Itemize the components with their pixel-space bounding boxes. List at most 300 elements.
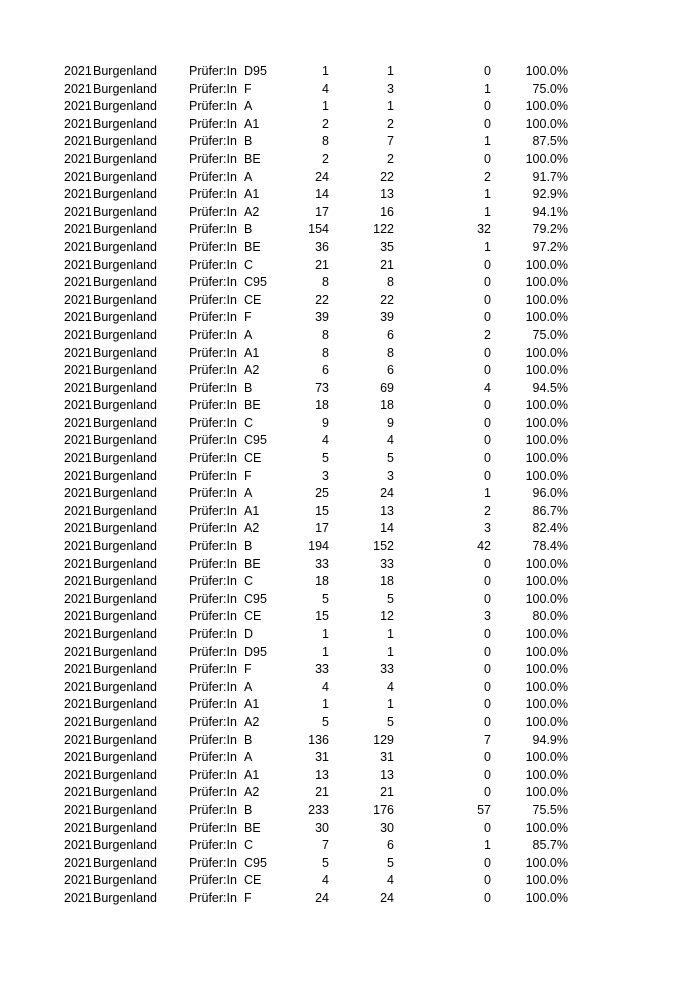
total-count-cell: 8 [322, 275, 329, 290]
table-row [0, 327, 700, 345]
passed-count-cell: 129 [373, 732, 394, 747]
total-count-cell: 30 [315, 820, 329, 835]
passed-count-cell: 24 [380, 890, 394, 905]
pass-rate-cell: 100.0% [525, 890, 568, 905]
pass-rate-cell: 92.9% [532, 187, 568, 202]
pass-rate-cell: 100.0% [525, 292, 568, 307]
table-row [0, 221, 700, 239]
failed-count-cell: 3 [484, 521, 491, 536]
role-cell: Prüfer:In [189, 310, 237, 325]
failed-count-cell: 0 [484, 275, 491, 290]
license-class-cell: A1 [244, 767, 260, 782]
region-cell: Burgenland [93, 81, 157, 96]
passed-count-cell: 6 [387, 327, 394, 342]
role-cell: Prüfer:In [189, 451, 237, 466]
pass-rate-cell: 100.0% [525, 644, 568, 659]
total-count-cell: 1 [322, 697, 329, 712]
license-class-cell: A2 [244, 785, 260, 800]
pass-rate-cell: 85.7% [532, 838, 568, 853]
year-cell: 2021 [64, 838, 92, 853]
passed-count-cell: 4 [387, 679, 394, 694]
failed-count-cell: 0 [484, 644, 491, 659]
passed-count-cell: 12 [380, 609, 394, 624]
year-cell: 2021 [64, 275, 92, 290]
license-class-cell: BE [244, 556, 261, 571]
failed-count-cell: 0 [484, 662, 491, 677]
pass-rate-cell: 80.0% [532, 609, 568, 624]
failed-count-cell: 0 [484, 627, 491, 641]
total-count-cell: 13 [315, 767, 329, 782]
year-cell: 2021 [64, 327, 92, 342]
total-count-cell: 1 [322, 627, 329, 641]
role-cell: Prüfer:In [189, 838, 237, 853]
role-cell: Prüfer:In [189, 714, 237, 729]
total-count-cell: 31 [315, 750, 329, 765]
year-cell: 2021 [64, 750, 92, 765]
total-count-cell: 24 [315, 890, 329, 905]
failed-count-cell: 1 [484, 204, 491, 219]
pass-rate-cell: 100.0% [525, 257, 568, 272]
passed-count-cell: 39 [380, 310, 394, 325]
failed-count-cell: 0 [484, 574, 491, 589]
total-count-cell: 14 [315, 187, 329, 202]
failed-count-cell: 1 [484, 486, 491, 501]
year-cell: 2021 [64, 380, 92, 395]
pass-rate-cell: 100.0% [525, 363, 568, 378]
license-class-cell: A2 [244, 363, 260, 378]
total-count-cell: 21 [315, 257, 329, 272]
table-row [0, 767, 700, 785]
year-cell: 2021 [64, 64, 92, 78]
region-cell: Burgenland [93, 679, 157, 694]
year-cell: 2021 [64, 486, 92, 501]
passed-count-cell: 152 [373, 539, 394, 554]
role-cell: Prüfer:In [189, 292, 237, 307]
region-cell: Burgenland [93, 222, 157, 237]
role-cell: Prüfer:In [189, 99, 237, 114]
pass-rate-cell: 100.0% [525, 750, 568, 765]
license-class-cell: A [244, 679, 253, 694]
passed-count-cell: 33 [380, 662, 394, 677]
table-row [0, 485, 700, 503]
total-count-cell: 17 [315, 521, 329, 536]
passed-count-cell: 8 [387, 275, 394, 290]
pass-rate-cell: 100.0% [525, 679, 568, 694]
pass-rate-cell: 100.0% [525, 714, 568, 729]
failed-count-cell: 0 [484, 292, 491, 307]
license-class-cell: BE [244, 151, 261, 166]
region-cell: Burgenland [93, 838, 157, 853]
pass-rate-cell: 100.0% [525, 64, 568, 78]
table-row [0, 274, 700, 292]
role-cell: Prüfer:In [189, 767, 237, 782]
pass-rate-cell: 75.0% [532, 327, 568, 342]
year-cell: 2021 [64, 134, 92, 149]
total-count-cell: 1 [322, 644, 329, 659]
region-cell: Burgenland [93, 310, 157, 325]
failed-count-cell: 57 [477, 802, 491, 817]
table-row [0, 802, 700, 820]
passed-count-cell: 22 [380, 169, 394, 184]
year-cell: 2021 [64, 204, 92, 219]
year-cell: 2021 [64, 644, 92, 659]
passed-count-cell: 18 [380, 398, 394, 413]
failed-count-cell: 0 [484, 855, 491, 870]
license-class-cell: CE [244, 609, 262, 624]
license-class-cell: A [244, 169, 253, 184]
pass-rate-cell: 79.2% [532, 222, 568, 237]
region-cell: Burgenland [93, 398, 157, 413]
failed-count-cell: 2 [484, 327, 491, 342]
pass-rate-cell: 97.2% [532, 239, 568, 254]
table-row [0, 872, 700, 890]
total-count-cell: 15 [315, 609, 329, 624]
passed-count-cell: 5 [387, 714, 394, 729]
total-count-cell: 136 [308, 732, 329, 747]
pass-rate-cell: 100.0% [525, 433, 568, 448]
role-cell: Prüfer:In [189, 609, 237, 624]
total-count-cell: 1 [322, 64, 329, 78]
year-cell: 2021 [64, 873, 92, 888]
passed-count-cell: 16 [380, 204, 394, 219]
license-class-cell: B [244, 380, 253, 395]
total-count-cell: 4 [322, 81, 329, 96]
failed-count-cell: 0 [484, 116, 491, 131]
license-class-cell: A [244, 750, 253, 765]
role-cell: Prüfer:In [189, 644, 237, 659]
pass-rate-cell: 94.9% [532, 732, 568, 747]
license-class-cell: BE [244, 239, 261, 254]
region-cell: Burgenland [93, 327, 157, 342]
failed-count-cell: 1 [484, 134, 491, 149]
year-cell: 2021 [64, 539, 92, 554]
role-cell: Prüfer:In [189, 116, 237, 131]
year-cell: 2021 [64, 345, 92, 360]
passed-count-cell: 9 [387, 415, 394, 430]
failed-count-cell: 7 [484, 732, 491, 747]
license-class-cell: F [244, 468, 252, 483]
passed-count-cell: 13 [380, 767, 394, 782]
license-class-cell: A [244, 327, 253, 342]
region-cell: Burgenland [93, 257, 157, 272]
pass-rate-cell: 100.0% [525, 873, 568, 888]
region-cell: Burgenland [93, 732, 157, 747]
passed-count-cell: 22 [380, 292, 394, 307]
total-count-cell: 3 [322, 468, 329, 483]
failed-count-cell: 4 [484, 380, 491, 395]
table-row [0, 63, 700, 81]
region-cell: Burgenland [93, 521, 157, 536]
table-row [0, 661, 700, 679]
region-cell: Burgenland [93, 363, 157, 378]
passed-count-cell: 6 [387, 363, 394, 378]
table-row [0, 292, 700, 310]
total-count-cell: 73 [315, 380, 329, 395]
failed-count-cell: 0 [484, 591, 491, 606]
pass-rate-cell: 100.0% [525, 820, 568, 835]
role-cell: Prüfer:In [189, 187, 237, 202]
license-class-cell: F [244, 81, 252, 96]
year-cell: 2021 [64, 151, 92, 166]
passed-count-cell: 21 [380, 257, 394, 272]
pass-rate-cell: 100.0% [525, 310, 568, 325]
license-class-cell: CE [244, 292, 262, 307]
total-count-cell: 5 [322, 451, 329, 466]
passed-count-cell: 13 [380, 503, 394, 518]
license-class-cell: F [244, 662, 252, 677]
table-row [0, 98, 700, 116]
table-row [0, 81, 700, 99]
role-cell: Prüfer:In [189, 151, 237, 166]
pass-rate-cell: 75.5% [532, 802, 568, 817]
region-cell: Burgenland [93, 134, 157, 149]
total-count-cell: 36 [315, 239, 329, 254]
year-cell: 2021 [64, 785, 92, 800]
failed-count-cell: 0 [484, 151, 491, 166]
region-cell: Burgenland [93, 750, 157, 765]
region-cell: Burgenland [93, 380, 157, 395]
failed-count-cell: 0 [484, 433, 491, 448]
region-cell: Burgenland [93, 275, 157, 290]
region-cell: Burgenland [93, 574, 157, 589]
pass-rate-cell: 94.5% [532, 380, 568, 395]
role-cell: Prüfer:In [189, 433, 237, 448]
table-row [0, 151, 700, 169]
total-count-cell: 9 [322, 415, 329, 430]
year-cell: 2021 [64, 415, 92, 430]
table-row [0, 415, 700, 433]
year-cell: 2021 [64, 697, 92, 712]
pass-rate-cell: 82.4% [532, 521, 568, 536]
total-count-cell: 33 [315, 556, 329, 571]
passed-count-cell: 4 [387, 873, 394, 888]
total-count-cell: 17 [315, 204, 329, 219]
passed-count-cell: 1 [387, 627, 394, 641]
license-class-cell: A [244, 486, 253, 501]
total-count-cell: 2 [322, 116, 329, 131]
role-cell: Prüfer:In [189, 503, 237, 518]
pass-rate-cell: 91.7% [532, 169, 568, 184]
pass-rate-cell: 100.0% [525, 398, 568, 413]
license-class-cell: F [244, 890, 252, 905]
role-cell: Prüfer:In [189, 64, 237, 78]
total-count-cell: 5 [322, 591, 329, 606]
total-count-cell: 6 [322, 363, 329, 378]
role-cell: Prüfer:In [189, 627, 237, 641]
passed-count-cell: 5 [387, 855, 394, 870]
region-cell: Burgenland [93, 644, 157, 659]
table-row [0, 714, 700, 732]
region-cell: Burgenland [93, 802, 157, 817]
failed-count-cell: 1 [484, 239, 491, 254]
failed-count-cell: 0 [484, 451, 491, 466]
role-cell: Prüfer:In [189, 521, 237, 536]
year-cell: 2021 [64, 662, 92, 677]
license-class-cell: A1 [244, 116, 260, 131]
pass-rate-cell: 100.0% [525, 767, 568, 782]
year-cell: 2021 [64, 99, 92, 114]
role-cell: Prüfer:In [189, 574, 237, 589]
total-count-cell: 7 [322, 838, 329, 853]
failed-count-cell: 1 [484, 187, 491, 202]
role-cell: Prüfer:In [189, 275, 237, 290]
year-cell: 2021 [64, 767, 92, 782]
license-class-cell: A1 [244, 503, 260, 518]
table-row [0, 608, 700, 626]
table-row [0, 116, 700, 134]
region-cell: Burgenland [93, 627, 157, 641]
table-row [0, 784, 700, 802]
role-cell: Prüfer:In [189, 398, 237, 413]
pass-rate-cell: 100.0% [525, 785, 568, 800]
table-row [0, 380, 700, 398]
failed-count-cell: 0 [484, 697, 491, 712]
region-cell: Burgenland [93, 204, 157, 219]
role-cell: Prüfer:In [189, 204, 237, 219]
role-cell: Prüfer:In [189, 591, 237, 606]
role-cell: Prüfer:In [189, 820, 237, 835]
region-cell: Burgenland [93, 468, 157, 483]
role-cell: Prüfer:In [189, 732, 237, 747]
passed-count-cell: 1 [387, 697, 394, 712]
total-count-cell: 4 [322, 873, 329, 888]
failed-count-cell: 0 [484, 468, 491, 483]
total-count-cell: 25 [315, 486, 329, 501]
year-cell: 2021 [64, 222, 92, 237]
pass-rate-cell: 100.0% [525, 855, 568, 870]
license-class-cell: B [244, 732, 253, 747]
pass-rate-cell: 100.0% [525, 345, 568, 360]
year-cell: 2021 [64, 433, 92, 448]
license-class-cell: B [244, 539, 253, 554]
passed-count-cell: 4 [387, 433, 394, 448]
passed-count-cell: 18 [380, 574, 394, 589]
table-row [0, 257, 700, 275]
total-count-cell: 24 [315, 169, 329, 184]
failed-count-cell: 0 [484, 415, 491, 430]
year-cell: 2021 [64, 451, 92, 466]
table-row [0, 890, 700, 908]
role-cell: Prüfer:In [189, 327, 237, 342]
pass-rate-cell: 100.0% [525, 151, 568, 166]
passed-count-cell: 1 [387, 99, 394, 114]
total-count-cell: 4 [322, 679, 329, 694]
pass-rate-cell: 96.0% [532, 486, 568, 501]
year-cell: 2021 [64, 820, 92, 835]
role-cell: Prüfer:In [189, 257, 237, 272]
failed-count-cell: 0 [484, 767, 491, 782]
table-row [0, 696, 700, 714]
region-cell: Burgenland [93, 697, 157, 712]
license-class-cell: C95 [244, 275, 267, 290]
pass-rate-cell: 78.4% [532, 539, 568, 554]
passed-count-cell: 122 [373, 222, 394, 237]
table-row [0, 204, 700, 222]
total-count-cell: 8 [322, 327, 329, 342]
failed-count-cell: 0 [484, 257, 491, 272]
passed-count-cell: 35 [380, 239, 394, 254]
year-cell: 2021 [64, 609, 92, 624]
total-count-cell: 5 [322, 714, 329, 729]
failed-count-cell: 0 [484, 99, 491, 114]
failed-count-cell: 0 [484, 873, 491, 888]
table-row [0, 820, 700, 838]
region-cell: Burgenland [93, 785, 157, 800]
role-cell: Prüfer:In [189, 697, 237, 712]
year-cell: 2021 [64, 855, 92, 870]
role-cell: Prüfer:In [189, 855, 237, 870]
pass-rate-cell: 86.7% [532, 503, 568, 518]
role-cell: Prüfer:In [189, 81, 237, 96]
table-row [0, 309, 700, 327]
region-cell: Burgenland [93, 662, 157, 677]
passed-count-cell: 7 [387, 134, 394, 149]
role-cell: Prüfer:In [189, 750, 237, 765]
year-cell: 2021 [64, 591, 92, 606]
license-class-cell: BE [244, 398, 261, 413]
license-class-cell: C95 [244, 855, 267, 870]
pass-rate-cell: 100.0% [525, 415, 568, 430]
region-cell: Burgenland [93, 239, 157, 254]
failed-count-cell: 0 [484, 785, 491, 800]
license-class-cell: C95 [244, 591, 267, 606]
table-row [0, 397, 700, 415]
failed-count-cell: 1 [484, 81, 491, 96]
license-class-cell: D95 [244, 64, 267, 78]
failed-count-cell: 1 [484, 838, 491, 853]
failed-count-cell: 0 [484, 556, 491, 571]
region-cell: Burgenland [93, 591, 157, 606]
role-cell: Prüfer:In [189, 415, 237, 430]
role-cell: Prüfer:In [189, 345, 237, 360]
role-cell: Prüfer:In [189, 363, 237, 378]
role-cell: Prüfer:In [189, 468, 237, 483]
region-cell: Burgenland [93, 890, 157, 905]
role-cell: Prüfer:In [189, 486, 237, 501]
license-class-cell: A [244, 99, 253, 114]
passed-count-cell: 6 [387, 838, 394, 853]
role-cell: Prüfer:In [189, 539, 237, 554]
pass-rate-cell: 75.0% [532, 81, 568, 96]
total-count-cell: 194 [308, 539, 329, 554]
pass-rate-cell: 100.0% [525, 574, 568, 589]
total-count-cell: 8 [322, 345, 329, 360]
license-class-cell: F [244, 310, 252, 325]
license-class-cell: C [244, 838, 254, 853]
role-cell: Prüfer:In [189, 890, 237, 905]
pass-rate-cell: 100.0% [525, 627, 568, 641]
total-count-cell: 33 [315, 662, 329, 677]
pass-rate-cell: 100.0% [525, 451, 568, 466]
license-class-cell: A1 [244, 345, 260, 360]
region-cell: Burgenland [93, 609, 157, 624]
year-cell: 2021 [64, 239, 92, 254]
passed-count-cell: 3 [387, 81, 394, 96]
passed-count-cell: 176 [373, 802, 394, 817]
failed-count-cell: 32 [477, 222, 491, 237]
role-cell: Prüfer:In [189, 802, 237, 817]
passed-count-cell: 2 [387, 151, 394, 166]
year-cell: 2021 [64, 292, 92, 307]
total-count-cell: 1 [322, 99, 329, 114]
license-class-cell: C [244, 257, 254, 272]
year-cell: 2021 [64, 310, 92, 325]
license-class-cell: B [244, 802, 253, 817]
passed-count-cell: 30 [380, 820, 394, 835]
table-row [0, 591, 700, 609]
region-cell: Burgenland [93, 64, 157, 78]
failed-count-cell: 0 [484, 714, 491, 729]
